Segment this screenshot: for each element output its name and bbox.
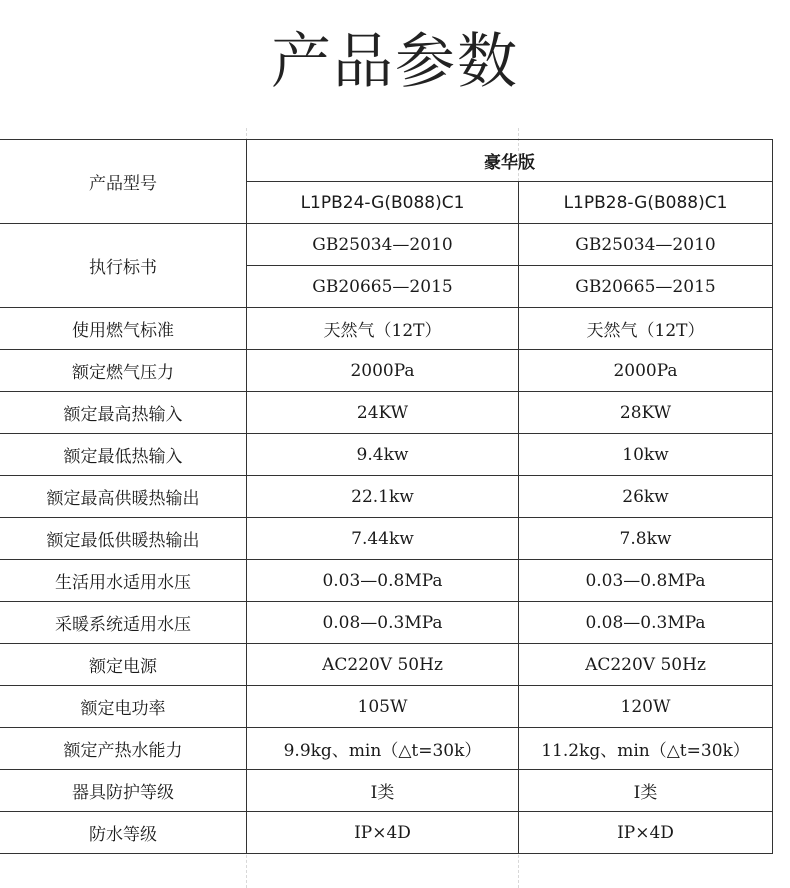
row-label: 生活用水适用水压	[0, 560, 247, 602]
row-label: 产品型号	[0, 140, 247, 224]
page-title: 产品参数	[271, 27, 519, 97]
row-label: 采暖系统适用水压	[0, 602, 247, 644]
row-label: 额定最低供暖热输出	[0, 518, 247, 560]
model-header: L1PB24-G(B088)C1	[247, 182, 519, 224]
cell-value: 22.1kw	[247, 476, 519, 518]
table-row	[0, 224, 773, 266]
cell-value: 120W	[519, 686, 773, 728]
cell-value: 105W	[247, 686, 519, 728]
cell-value: I类	[519, 770, 773, 812]
cell-value: 7.8kw	[519, 518, 773, 560]
cell-value: I类	[247, 770, 519, 812]
cell-value: 2000Pa	[519, 350, 773, 392]
cell-value: 9.9kg、min（△t=30k）	[247, 728, 519, 770]
cell-value: 26kw	[519, 476, 773, 518]
model-header: L1PB28-G(B088)C1	[519, 182, 773, 224]
table-row	[0, 476, 773, 518]
table-row	[0, 518, 773, 560]
table-row	[0, 560, 773, 602]
cell-value: 天然气（12T）	[519, 308, 773, 350]
table-row	[0, 686, 773, 728]
cell-value: 天然气（12T）	[247, 308, 519, 350]
cell-value: GB25034—2010	[247, 224, 519, 266]
spec-table	[0, 139, 773, 854]
cell-value: IP×4D	[519, 812, 773, 854]
table-row	[0, 770, 773, 812]
table-row	[0, 350, 773, 392]
cell-value: 2000Pa	[247, 350, 519, 392]
table-row	[0, 728, 773, 770]
row-label: 防水等级	[0, 812, 247, 854]
row-label: 额定产热水能力	[0, 728, 247, 770]
edition-header: 豪华版	[247, 140, 773, 182]
cell-value: IP×4D	[247, 812, 519, 854]
cell-value: 0.03—0.8MPa	[247, 560, 519, 602]
row-label: 额定燃气压力	[0, 350, 247, 392]
cell-value: GB20665—2015	[247, 266, 519, 308]
table-row	[0, 644, 773, 686]
cell-value: 0.03—0.8MPa	[519, 560, 773, 602]
table-row	[0, 602, 773, 644]
row-label: 额定最高供暖热输出	[0, 476, 247, 518]
cell-value: 28KW	[519, 392, 773, 434]
table-row	[0, 812, 773, 854]
cell-value: 0.08—0.3MPa	[519, 602, 773, 644]
table-row	[0, 308, 773, 350]
row-label: 额定电源	[0, 644, 247, 686]
cell-value: 11.2kg、min（△t=30k）	[519, 728, 773, 770]
row-label: 额定最低热输入	[0, 434, 247, 476]
cell-value: 7.44kw	[247, 518, 519, 560]
cell-value: 0.08—0.3MPa	[247, 602, 519, 644]
cell-value: GB20665—2015	[519, 266, 773, 308]
row-label: 器具防护等级	[0, 770, 247, 812]
row-label: 执行标书	[0, 224, 247, 308]
cell-value: AC220V 50Hz	[247, 644, 519, 686]
row-label: 使用燃气标准	[0, 308, 247, 350]
row-label: 额定最高热输入	[0, 392, 247, 434]
cell-value: AC220V 50Hz	[519, 644, 773, 686]
cell-value: GB25034—2010	[519, 224, 773, 266]
table-row	[0, 140, 773, 182]
row-label: 额定电功率	[0, 686, 247, 728]
cell-value: 10kw	[519, 434, 773, 476]
cell-value: 9.4kw	[247, 434, 519, 476]
table-row	[0, 434, 773, 476]
cell-value: 24KW	[247, 392, 519, 434]
table-row	[0, 392, 773, 434]
